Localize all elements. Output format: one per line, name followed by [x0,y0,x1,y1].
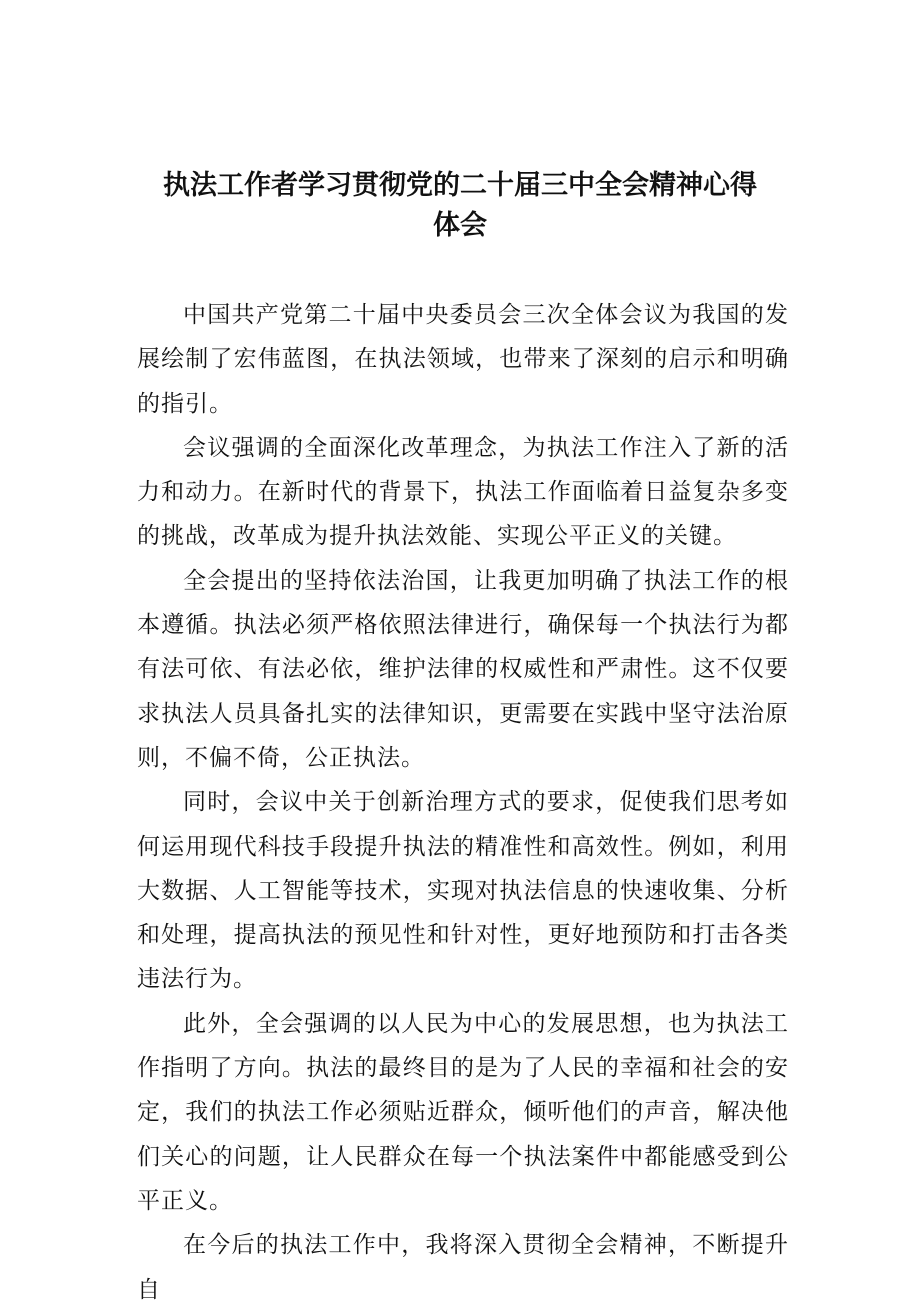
paragraph: 中国共产党第二十届中央委员会三次全体会议为我国的发展绘制了宏伟蓝图，在执法领域，也带来了深刻的启示和明确的指引。 [137,302,789,417]
paragraph: 此外，全会强调的以人民为中心的发展思想，也为执法工作指明了方向。执法的最终目的是为了人民的幸福和社会的安定，我们的执法工作必须贴近群众，倾听他们的声音，解决他们关心的问题，让人民群众在每一个执法案件中都能感受到公平正义。 [137,1010,789,1214]
document-body [137,293,789,1312]
document-title: 执法工作者学习贯彻党的二十届三中全会精神心得体会 [163,170,757,241]
paragraph: 同时，会议中关于创新治理方式的要求，促使我们思考如何运用现代科技手段提升执法的精准性和高效性。例如，利用大数据、人工智能等技术，实现对执法信息的快速收集、分析和处理，提高执法的预见性和针对性，更好地预防和打击各类违法行为。 [137,789,789,993]
paragraph: 会议强调的全面深化改革理念，为执法工作注入了新的活力和动力。在新时代的背景下，执法工作面临着日益复杂多变的挑战，改革成为提升执法效能、实现公平正义的关键。 [137,434,789,550]
paragraph: 在今后的执法工作中，我将深入贯彻全会精神，不断提升自 [137,1232,789,1303]
paragraph: 全会提出的坚持依法治国，让我更加明确了执法工作的根本遵循。执法必须严格依照法律进行，确保每一个执法行为都有法可依、有法必依，维护法律的权威性和严肃性。这不仅要求执法人员具备扎实的法律知识，更需要在实践中坚守法治原则，不偏不倚，公正执法。 [137,567,789,771]
